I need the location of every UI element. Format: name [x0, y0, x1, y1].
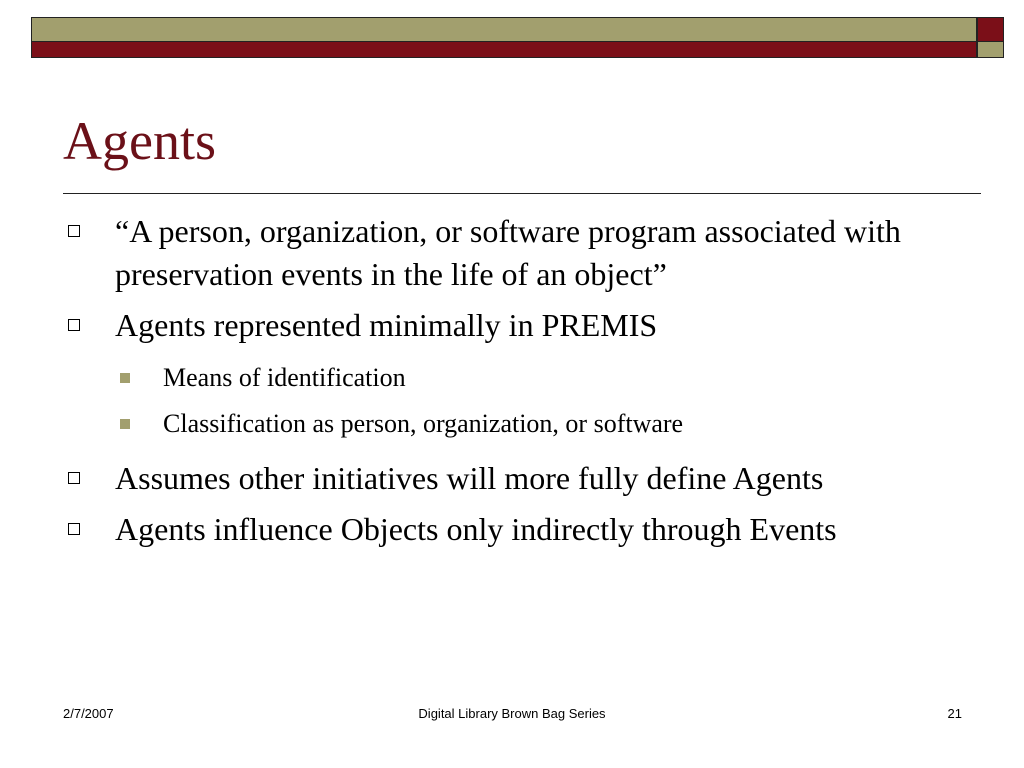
bullet-text: Agents influence Objects only indirectly through Events [115, 511, 837, 547]
sub-bullet-list [63, 355, 953, 447]
bullet-text: Agents represented minimally in PREMIS [115, 307, 658, 343]
sub-bullet-text: Classification as person, organization, or software [163, 409, 684, 438]
footer-date: 2/7/2007 [63, 706, 114, 721]
bullet-text: Assumes other initiatives will more fully define Agents [115, 460, 824, 496]
bullet-item [63, 508, 953, 551]
slide-number: 21 [947, 706, 962, 721]
sub-bullet-text: Means of identification [163, 363, 406, 392]
header-maroon-bar [31, 41, 977, 58]
header-olive-square [977, 41, 1004, 58]
hollow-square-bullet-icon [68, 523, 80, 535]
bullet-item [63, 304, 953, 347]
bullet-item [63, 457, 953, 500]
hollow-square-bullet-icon [68, 225, 80, 237]
filled-square-bullet-icon [120, 419, 130, 429]
header-maroon-square [977, 17, 1004, 42]
hollow-square-bullet-icon [68, 319, 80, 331]
filled-square-bullet-icon [120, 373, 130, 383]
footer-series-title: Digital Library Brown Bag Series [418, 706, 606, 721]
slide-body [63, 210, 953, 559]
sub-bullet-item [63, 401, 953, 447]
sub-bullet-item [63, 355, 953, 401]
bullet-text: “A person, organization, or software program associated with preservation events in the life of an object” [115, 213, 901, 292]
bullet-item [63, 210, 953, 296]
title-divider [63, 193, 981, 194]
hollow-square-bullet-icon [68, 472, 80, 484]
slide-title: Agents [63, 111, 216, 171]
header-olive-bar [31, 17, 977, 42]
